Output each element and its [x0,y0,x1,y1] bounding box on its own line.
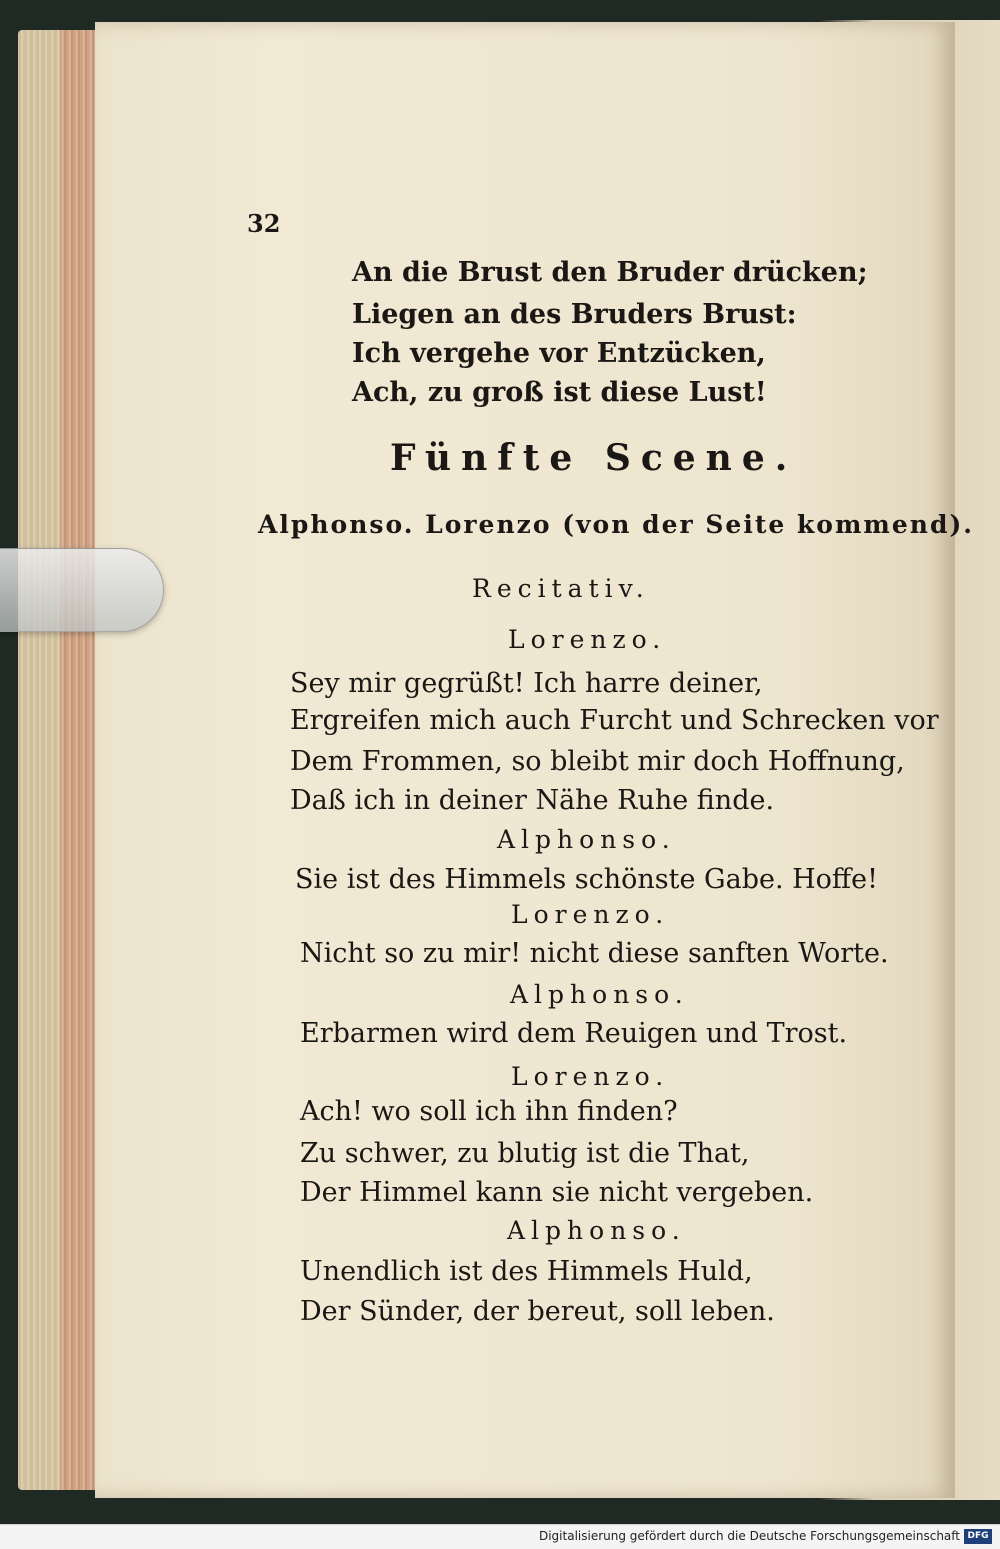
verse-line: Liegen an des Bruders Brust: [352,299,797,330]
dialogue-line: Zu schwer, zu blutig ist die That, [300,1138,750,1169]
speaker-name: Alphonso. [510,980,689,1009]
section-title: Recitativ. [472,574,650,603]
dialogue-line: Ergreifen mich auch Furcht und Schrecken vor [290,705,939,736]
footer-bar [0,1524,1000,1549]
dialogue-line: Dem Frommen, so bleibt mir doch Hoffnung, [290,746,905,777]
speaker-name: Lorenzo. [511,900,670,929]
footer-credit: Digitalisierung gefördert durch die Deutsche Forschungsgemeinschaft [538,1529,960,1543]
page-number: 32 [247,209,281,238]
scene-heading: Fünfte Scene. [390,437,798,479]
dialogue-line: Erbarmen wird dem Reuigen und Trost. [300,1018,848,1049]
dialogue-line: Unendlich ist des Himmels Huld, [300,1256,753,1287]
dialogue-line: Daß ich in deiner Nähe Ruhe finde. [290,785,775,816]
dialogue-line: Sie ist des Himmels schönste Gabe. Hoffe! [295,864,878,895]
speaker-name: Alphonso. [507,1216,686,1245]
dialogue-line: Nicht so zu mir! nicht diese sanften Worte. [300,938,889,969]
dialogue-line: Der Himmel kann sie nicht vergeben. [300,1177,814,1208]
verse-line: Ach, zu groß ist diese Lust! [352,377,767,408]
speaker-name: Lorenzo. [508,625,667,654]
scene-characters: Alphonso. Lorenzo (von der Seite kommend). [258,510,974,539]
speaker-name: Lorenzo. [511,1062,670,1091]
verse-line: Ich vergehe vor Entzücken, [352,338,766,369]
dialogue-line: Der Sünder, der bereut, soll leben. [300,1296,775,1327]
dfg-logo: DFG [964,1529,992,1544]
speaker-name: Alphonso. [497,825,676,854]
verse-line: An die Brust den Bruder drücken; [352,257,868,288]
dialogue-line: Sey mir gegrüßt! Ich harre deiner, [290,668,763,699]
dialogue-line: Ach! wo soll ich ihn finden? [300,1096,678,1127]
